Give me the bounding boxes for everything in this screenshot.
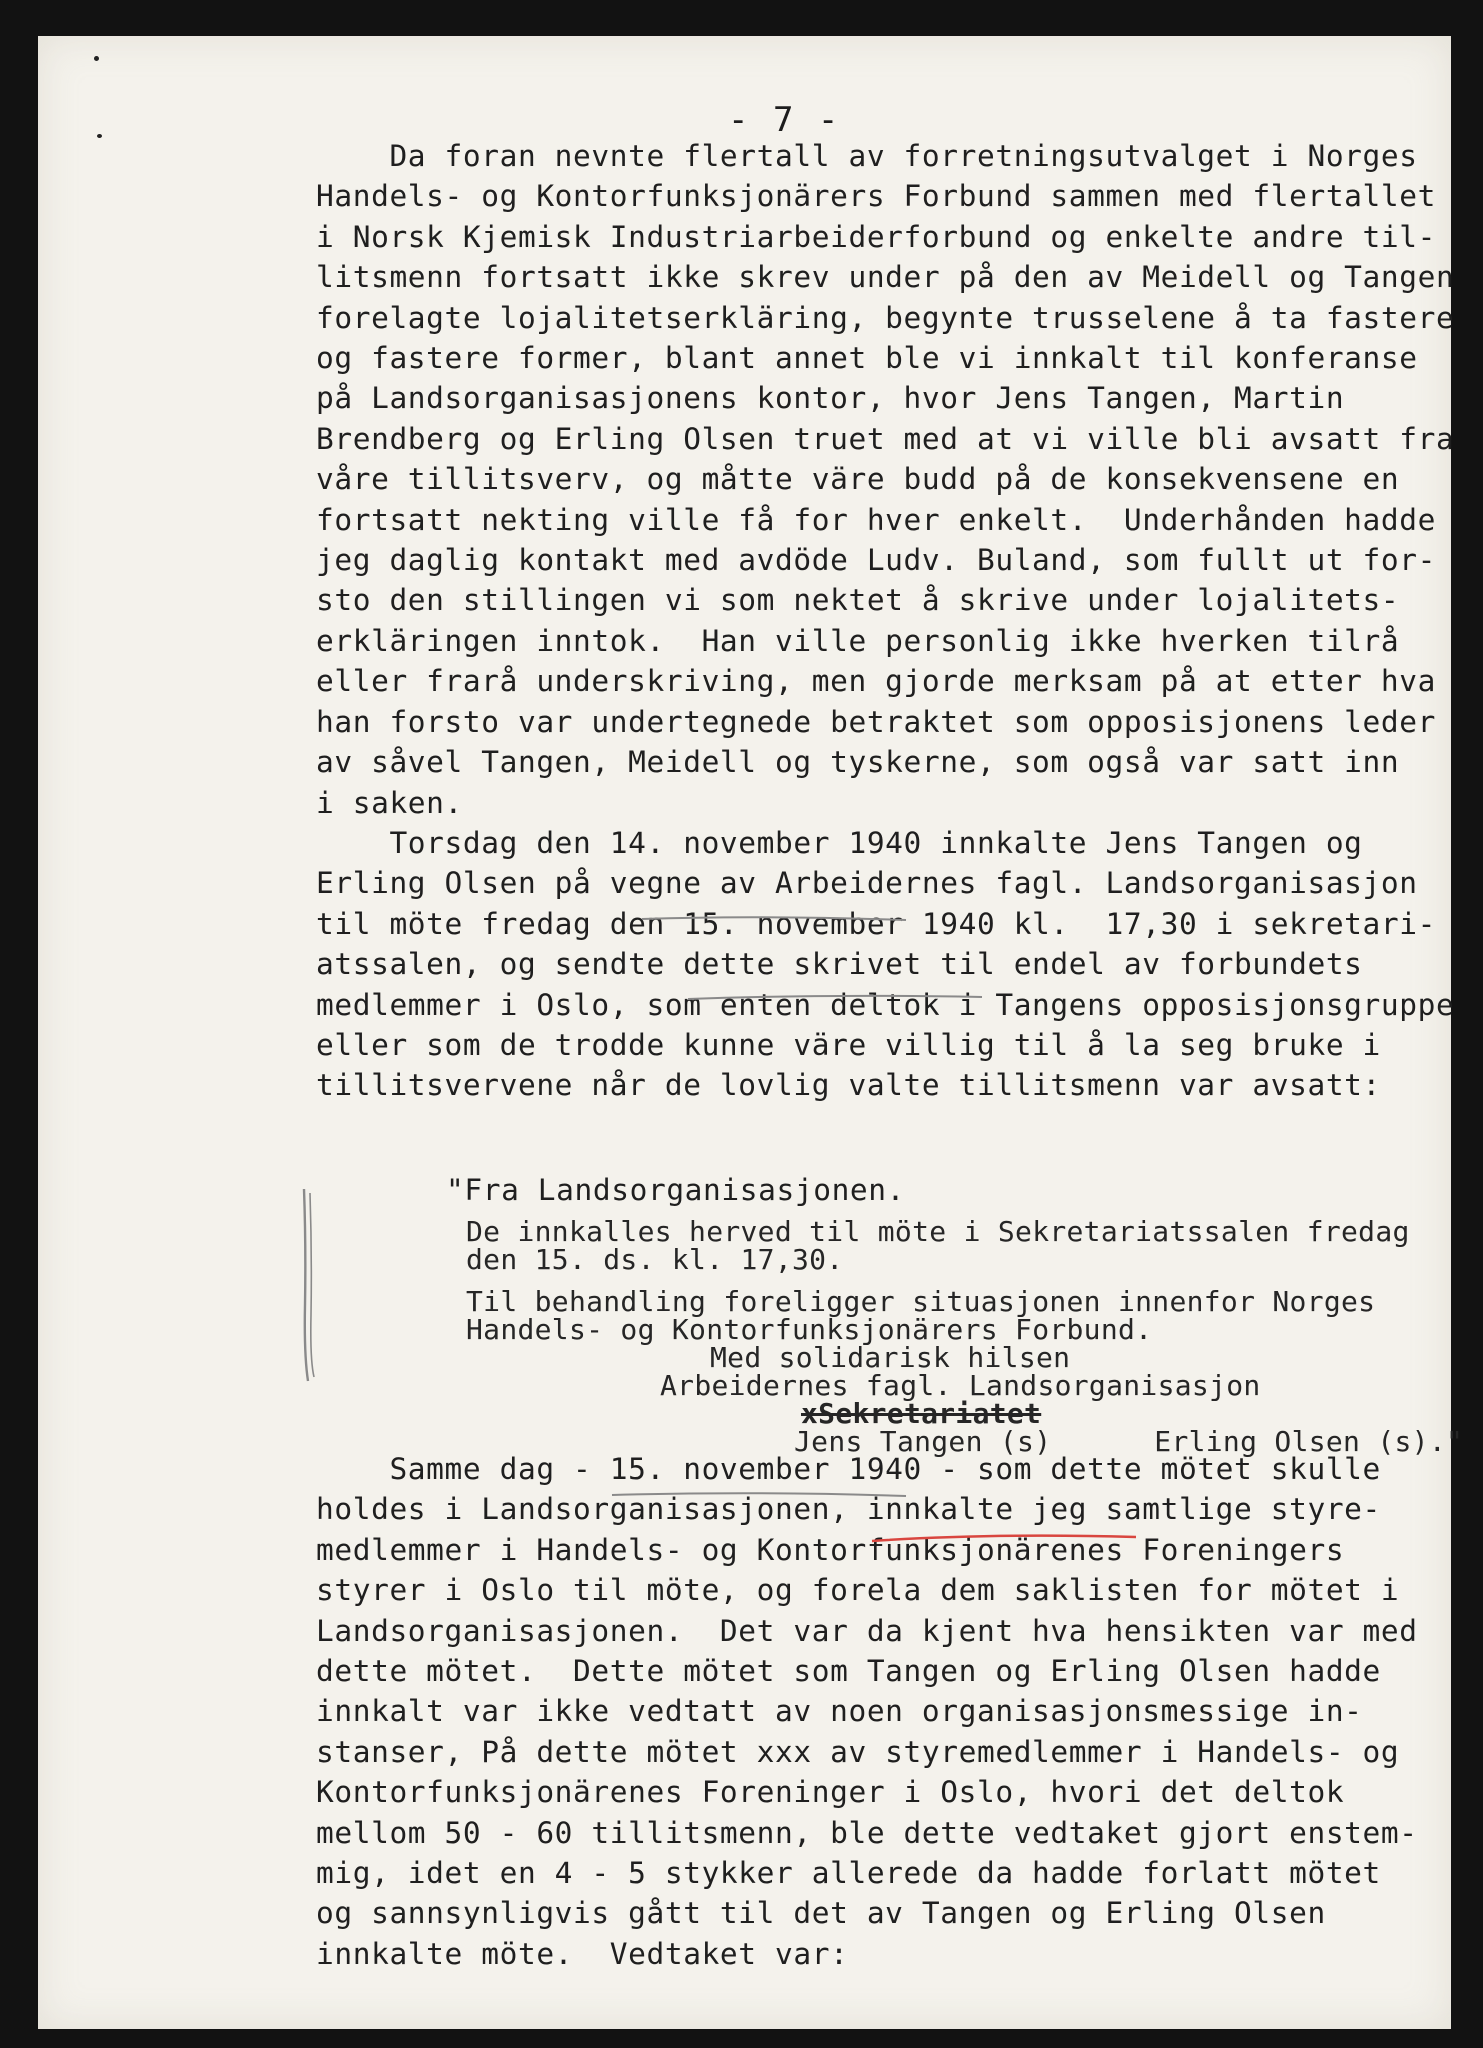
pencil-underline-date-1 — [640, 913, 910, 925]
text-line: han forsto var undertegnede betraktet som opposisjonens leder — [316, 704, 1436, 739]
struck-text: xSekretariatet — [801, 1397, 1042, 1431]
text-line: Handels- og Kontorfunksjonärers Forbund sammen med flertallet — [316, 179, 1436, 214]
text-line: Landsorganisasjonen. Det var da kjent hva hensikten var med — [316, 1613, 1418, 1648]
quoted-invitation — [404, 1170, 1464, 1459]
text-line: mellom 50 - 60 tillitsmenn, ble dette vedtaket gjort enstem- — [316, 1815, 1418, 1850]
text-line: tillitsvervene når de lovlig valte tillitsmenn var avsatt: — [316, 1068, 1381, 1103]
text-line: våre tillitsverv, og måtte väre budd på de konsekvensene en — [316, 462, 1400, 497]
text-line: i saken. — [316, 785, 463, 820]
text-line: medlemmer i Handels- og Kontorfunksjonärenes Foreningers — [316, 1532, 1345, 1567]
pencil-underline-date-3 — [610, 1488, 910, 1500]
text-line: innkalt var ikke vedtatt av noen organisasjonsmessige in- — [316, 1694, 1363, 1729]
pencil-margin-bracket — [296, 1185, 326, 1385]
text-line: eller som de trodde kunne väre villig til å la seg bruke i — [316, 1027, 1381, 1062]
text-line: Brendberg og Erling Olsen truet med at vi ville bli avsatt fra — [316, 421, 1455, 456]
paragraph-2 — [316, 823, 1455, 1106]
quote-line: De innkalles herved til möte i Sekretariatssalen fredag — [466, 1215, 1410, 1249]
red-pencil-underline — [870, 1531, 1140, 1545]
text-line: jeg daglig kontakt med avdöde Ludv. Buland, som fullt ut for- — [316, 543, 1436, 578]
text-line: til möte fredag den 15. november 1940 kl. 17,30 i sekretari- — [316, 906, 1436, 941]
punch-mark-mid — [97, 134, 102, 138]
text-line: og fastere former, blant annet ble vi innkalt til konferanse — [316, 341, 1418, 376]
text-line: atssalen, og sendte dette skrivet til endel av forbundets — [316, 947, 1363, 982]
text-line: eller frarå underskriving, men gjorde merksam på at etter hva — [316, 664, 1436, 699]
main-text — [316, 136, 1455, 1106]
text-line: medlemmer i Oslo, som enten deltok i Tangens opposisjonsgruppe — [316, 987, 1455, 1022]
text-line: på Landsorganisasjonens kontor, hvor Jens Tangen, Martin — [316, 381, 1345, 416]
text-line: og sannsynligvis gått til det av Tangen og Erling Olsen — [316, 1896, 1326, 1931]
paragraph-3 — [316, 1449, 1418, 1974]
text-line: mig, idet en 4 - 5 stykker allerede da hadde forlatt mötet — [316, 1856, 1381, 1891]
text-line: sto den stillingen vi som nektet å skrive under lojalitets- — [316, 583, 1400, 618]
text-line: Erling Olsen på vegne av Arbeidernes fagl. Landsorganisasjon — [316, 866, 1418, 901]
quote-signatures: Jens Tangen (s) Erling Olsen (s)." — [794, 1425, 1464, 1459]
quote-opening: "Fra Landsorganisasjonen. — [446, 1173, 906, 1207]
text-line: Da foran nevnte flertall av forretningsutvalget i Norges — [316, 139, 1418, 173]
text-line: Samme dag - 15. november 1940 - som dette mötet skulle — [316, 1452, 1381, 1486]
text-line: Torsdag den 14. november 1940 innkalte Jens Tangen og — [316, 825, 1363, 860]
text-line: Kontorfunksjonärenes Foreninger i Oslo, hvori det deltok — [316, 1775, 1345, 1810]
text-line: litsmenn fortsatt ikke skrev under på den av Meidell og Tangen — [316, 260, 1455, 295]
paragraph-1 — [316, 136, 1455, 823]
quote-closing: Med solidarisk hilsen — [710, 1341, 1071, 1375]
text-line: holdes i Landsorganisasjonen, innkalte jeg samtlige styre- — [316, 1492, 1381, 1527]
quote-organisation: Arbeidernes fagl. Landsorganisasjon — [660, 1369, 1261, 1403]
text-line: styrer i Oslo til möte, og forela dem saklisten for mötet i — [316, 1573, 1400, 1608]
text-line: erkläringen inntok. Han ville personlig ikke hverken tilrå — [316, 623, 1400, 658]
text-line: av såvel Tangen, Meidell og tyskerne, som også var satt inn — [316, 745, 1400, 780]
text-line: i Norsk Kjemisk Industriarbeiderforbund og enkelte andre til- — [316, 219, 1436, 254]
page-number: - 7 - — [728, 100, 841, 140]
quote-line: Handels- og Kontorfunksjonärers Forbund. — [466, 1313, 1153, 1347]
text-line: dette mötet. Dette mötet som Tangen og Erling Olsen hadde — [316, 1654, 1381, 1689]
text-line: stanser, På dette mötet xxx av styremedlemmer i Handels- og — [316, 1734, 1400, 1769]
text-line: forelagte lojalitetserkläring, begynte trusselene å ta fastere — [316, 300, 1455, 335]
quote-line: den 15. ds. kl. 17,30. — [466, 1243, 844, 1277]
punch-mark-top — [94, 56, 99, 61]
pencil-underline-date-2 — [686, 991, 986, 1003]
text-line: innkalte möte. Vedtaket var: — [316, 1936, 849, 1971]
text-line: fortsatt nekting ville få for hver enkelt. Underhånden hadde — [316, 502, 1436, 537]
quote-line: Til behandling foreligger situasjonen innenfor Norges — [466, 1285, 1376, 1319]
